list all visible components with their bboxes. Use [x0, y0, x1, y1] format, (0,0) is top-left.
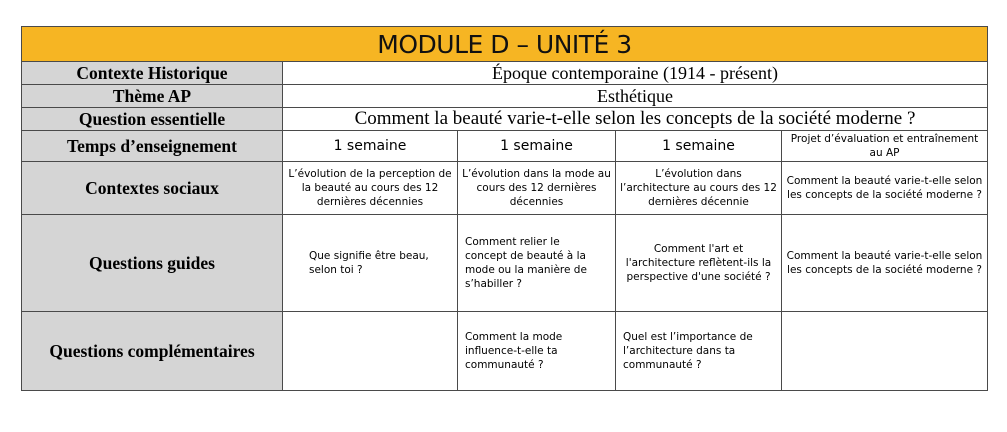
unit-plan-table-wrapper	[21, 26, 987, 391]
value-contexte-historique: Époque contemporaine (1914 - présent)	[283, 62, 988, 85]
guide-cell-4: Comment la beauté varie-t-elle selon les concepts de la société moderne ?	[782, 215, 988, 312]
label-contextes-sociaux: Contextes sociaux	[22, 162, 283, 215]
row-contextes-sociaux	[22, 162, 988, 215]
guide-cell-3: Comment l'art et l'architecture reflètent-ils la perspective d'une société ?	[616, 215, 782, 312]
temps-cell-4: Projet d’évaluation et entraînement au AP	[782, 131, 988, 162]
social-cell-4: Comment la beauté varie-t-elle selon les concepts de la société moderne ?	[782, 162, 988, 215]
row-questions-complementaires	[22, 312, 988, 391]
comp-cell-4	[782, 312, 988, 391]
temps-cell-1: 1 semaine	[283, 131, 458, 162]
guide-cell-2: Comment relier le concept de beauté à la mode ou la manière de s’habiller ?	[458, 215, 616, 312]
comp-cell-1	[283, 312, 458, 391]
row-questions-guides	[22, 215, 988, 312]
label-theme-ap: Thème AP	[22, 85, 283, 108]
social-cell-2: L’évolution dans la mode au cours des 12 dernières décennies	[458, 162, 616, 215]
label-temps-enseignement: Temps d’enseignement	[22, 131, 283, 162]
label-contexte-historique: Contexte Historique	[22, 62, 283, 85]
guide-cell-1: Que signifie être beau, selon toi ?	[283, 215, 458, 312]
label-questions-complementaires: Questions complémentaires	[22, 312, 283, 391]
value-theme-ap: Esthétique	[283, 85, 988, 108]
row-temps-enseignement	[22, 131, 988, 162]
row-question-essentielle	[22, 108, 988, 131]
unit-plan-table	[21, 26, 988, 391]
value-question-essentielle: Comment la beauté varie-t-elle selon les concepts de la société moderne ?	[283, 108, 988, 131]
row-contexte-historique	[22, 62, 988, 85]
comp-cell-3: Quel est l’importance de l’architecture dans ta communauté ?	[616, 312, 782, 391]
temps-cell-2: 1 semaine	[458, 131, 616, 162]
label-questions-guides: Questions guides	[22, 215, 283, 312]
comp-cell-2: Comment la mode influence-t-elle ta communauté ?	[458, 312, 616, 391]
row-theme-ap	[22, 85, 988, 108]
social-cell-3: L’évolution dans l’architecture au cours des 12 dernières décennie	[616, 162, 782, 215]
label-question-essentielle: Question essentielle	[22, 108, 283, 131]
temps-cell-3: 1 semaine	[616, 131, 782, 162]
title-row	[22, 27, 988, 62]
module-title: MODULE D – UNITÉ 3	[22, 27, 988, 62]
social-cell-1: L’évolution de la perception de la beauté au cours des 12 dernières décennies	[283, 162, 458, 215]
